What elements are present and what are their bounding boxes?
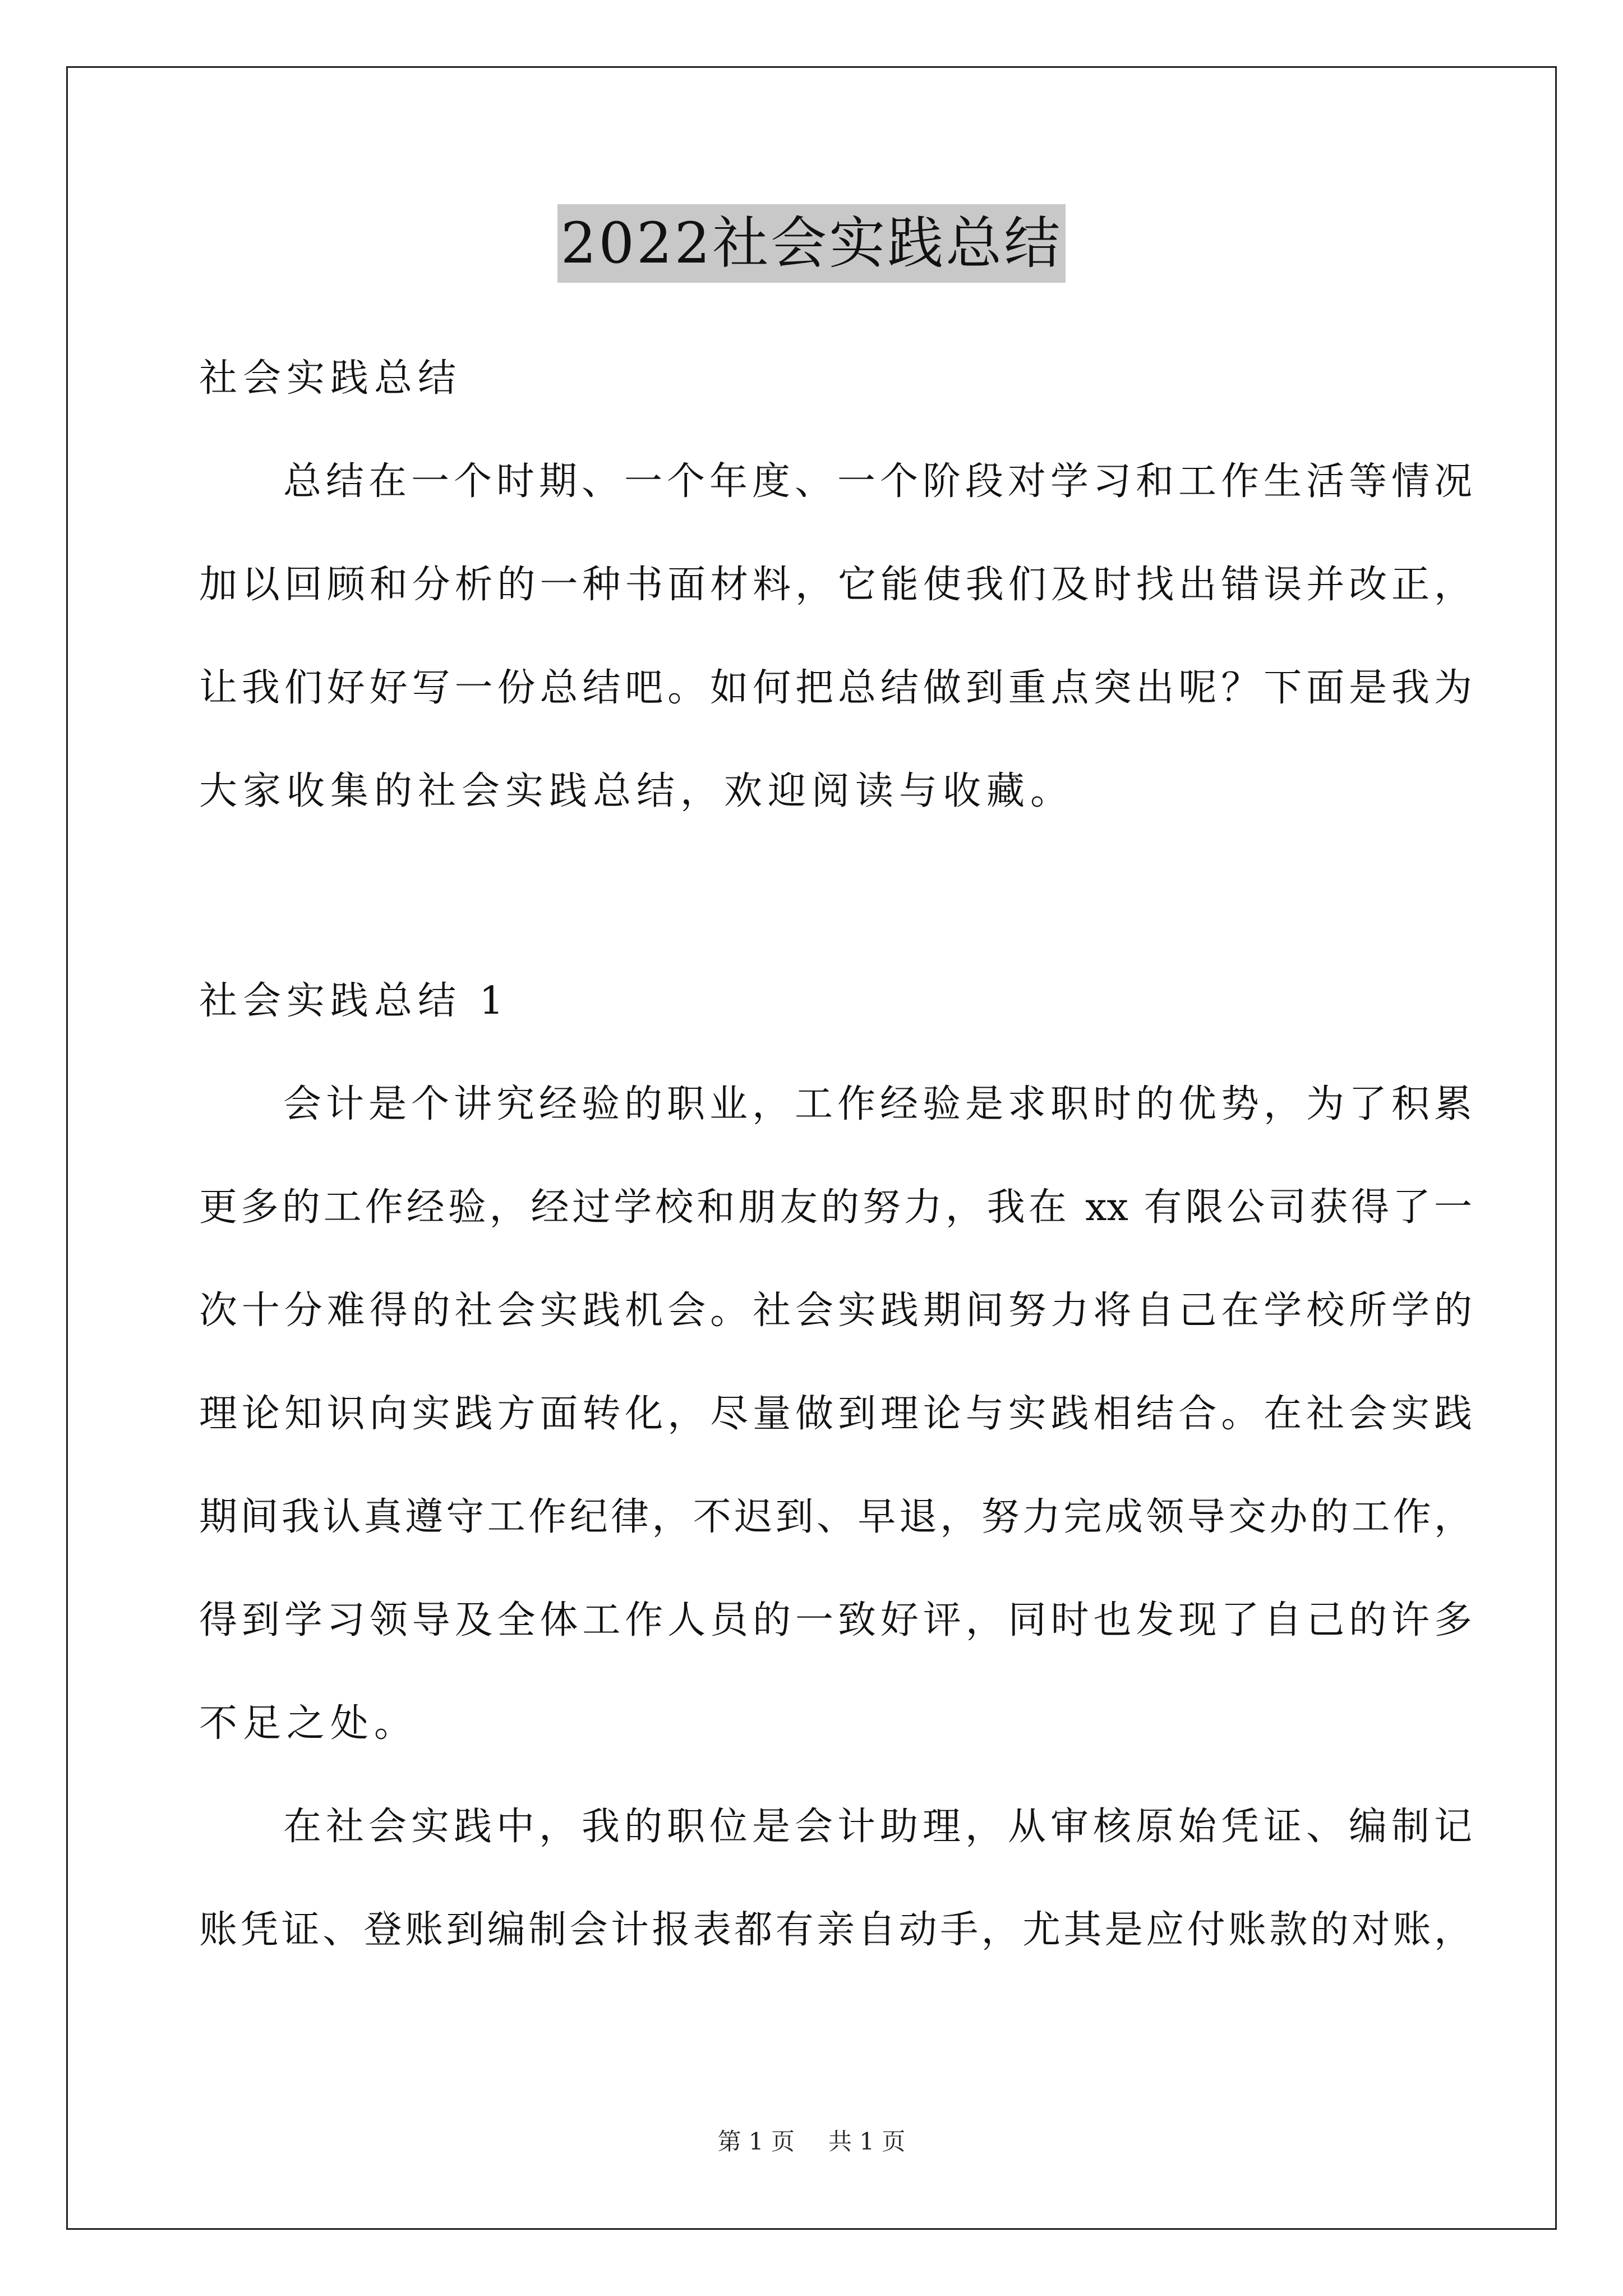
section-heading-1: 社会实践总结 1 xyxy=(199,979,509,1023)
paragraph-line: 次十分难得的社会实践机会。社会实践期间努力将自己在学校所学的 xyxy=(199,1289,1472,1333)
title-container xyxy=(0,204,1623,283)
section-heading-intro: 社会实践总结 xyxy=(199,356,462,401)
paragraph-line: 会计是个讲究经验的职业，工作经验是求职时的优势，为了积累 xyxy=(283,1082,1472,1126)
paragraph-line: 总结在一个时期、一个年度、一个阶段对学习和工作生活等情况 xyxy=(283,459,1472,504)
page-number-total: 共 1 页 xyxy=(828,2128,906,2155)
paragraph-line: 账凭证、登账到编制会计报表都有亲自动手，尤其是应付账款的对账， xyxy=(199,1908,1472,1952)
section-spacer xyxy=(199,861,1472,968)
paragraph-line: 加以回顾和分析的一种书面材料，它能使我们及时找出错误并改正， xyxy=(199,563,1472,607)
paragraph-line: 得到学习领导及全体工作人员的一致好评，同时也发现了自己的许多 xyxy=(199,1598,1472,1642)
page-footer xyxy=(0,2125,1623,2159)
paragraph-line: 理论知识向实践方面转化，尽量做到理论与实践相结合。在社会实践 xyxy=(199,1392,1472,1436)
document-title: 2022社会实践总结 xyxy=(557,204,1066,283)
paragraph-line: 更多的工作经验，经过学校和朋友的努力，我在 xx 有限公司获得了一 xyxy=(199,1185,1472,1230)
paragraph-line: 在社会实践中，我的职位是会计助理，从审核原始凭证、编制记 xyxy=(283,1805,1472,1849)
paragraph-line: 大家收集的社会实践总结，欢迎阅读与收藏。 xyxy=(199,769,1075,813)
paragraph-line: 不足之处。 xyxy=(199,1701,418,1746)
paragraph-line: 让我们好好写一份总结吧。如何把总结做到重点突出呢？下面是我为 xyxy=(199,666,1472,710)
paragraph-line: 期间我认真遵守工作纪律，不迟到、早退，努力完成领导交办的工作， xyxy=(199,1495,1472,1539)
page-number-current: 第 1 页 xyxy=(717,2128,795,2155)
document-body xyxy=(199,345,1472,2000)
